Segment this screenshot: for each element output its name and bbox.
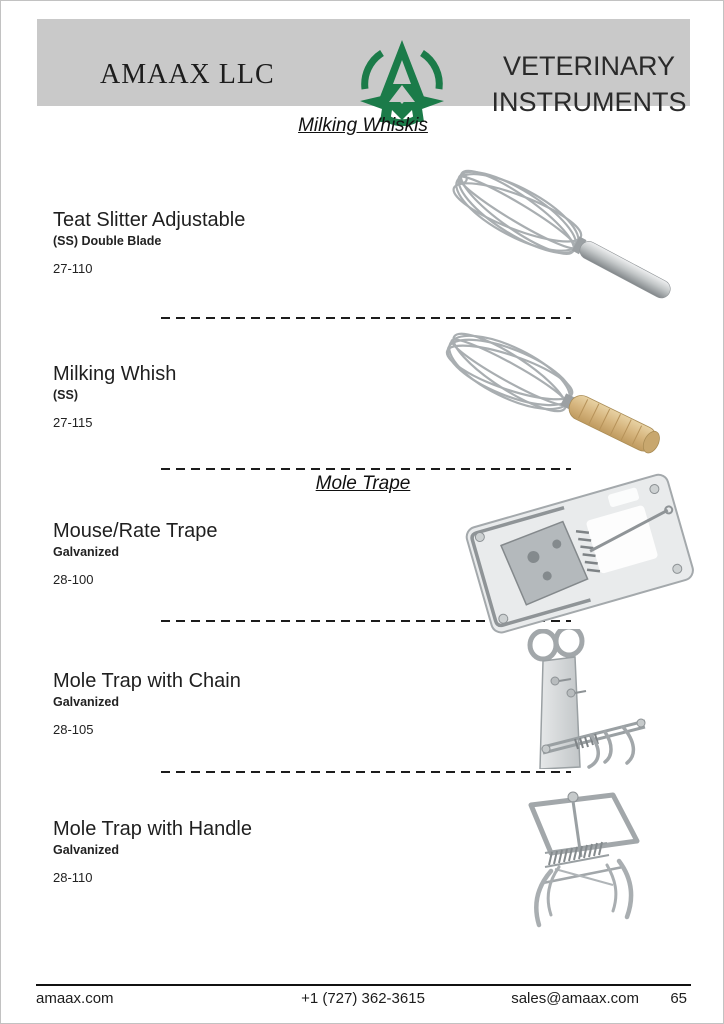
steel-whisk-image [438,154,687,325]
product-name: Mole Trap with Chain [53,670,241,692]
footer-phone: +1 (727) 362-3615 [301,990,425,1007]
page-title [489,48,689,120]
product-name: Mouse/Rate Trape [53,520,218,542]
company-name: AMAAX LLC [100,59,275,90]
product-entry [53,670,383,737]
page-title-line1: VETERINARY [502,51,676,81]
mole-trap-chain-image [483,629,663,774]
footer-divider [36,984,691,986]
product-name: Teat Slitter Adjustable [53,209,246,231]
product-code: 28-105 [53,722,94,737]
dashed-separator [161,468,571,470]
mole-trap-handle-image [495,783,660,936]
amaax-logo-icon [354,38,450,126]
product-name: Mole Trap with Handle [53,818,252,840]
page-number: 65 [670,990,687,1007]
section-heading-milking-whiskis: Milking Whiskis [298,115,428,136]
page-title-line2: INSTRUMENTS [491,87,687,117]
product-code: 28-100 [53,572,94,587]
product-material: Galvanized [53,843,119,857]
product-entry [53,818,383,885]
product-entry [53,363,383,430]
product-code: 28-110 [53,870,93,885]
footer-website-link[interactable]: amaax.com [36,990,114,1007]
dashed-separator [161,317,571,319]
product-code: 27-110 [53,261,93,276]
product-entry [53,209,383,276]
product-name: Milking Whish [53,363,177,385]
product-material: Galvanized [53,545,119,559]
section-heading-mole-trape: Mole Trape [315,473,411,494]
product-material: (SS) [53,388,78,402]
product-entry [53,520,383,587]
footer-email-link[interactable]: sales@amaax.com [511,990,639,1007]
header-band [37,19,690,117]
product-material: Galvanized [53,695,119,709]
product-material: (SS) Double Blade [53,234,162,248]
wooden-whisk-image [431,317,674,479]
product-code: 27-115 [53,415,93,430]
